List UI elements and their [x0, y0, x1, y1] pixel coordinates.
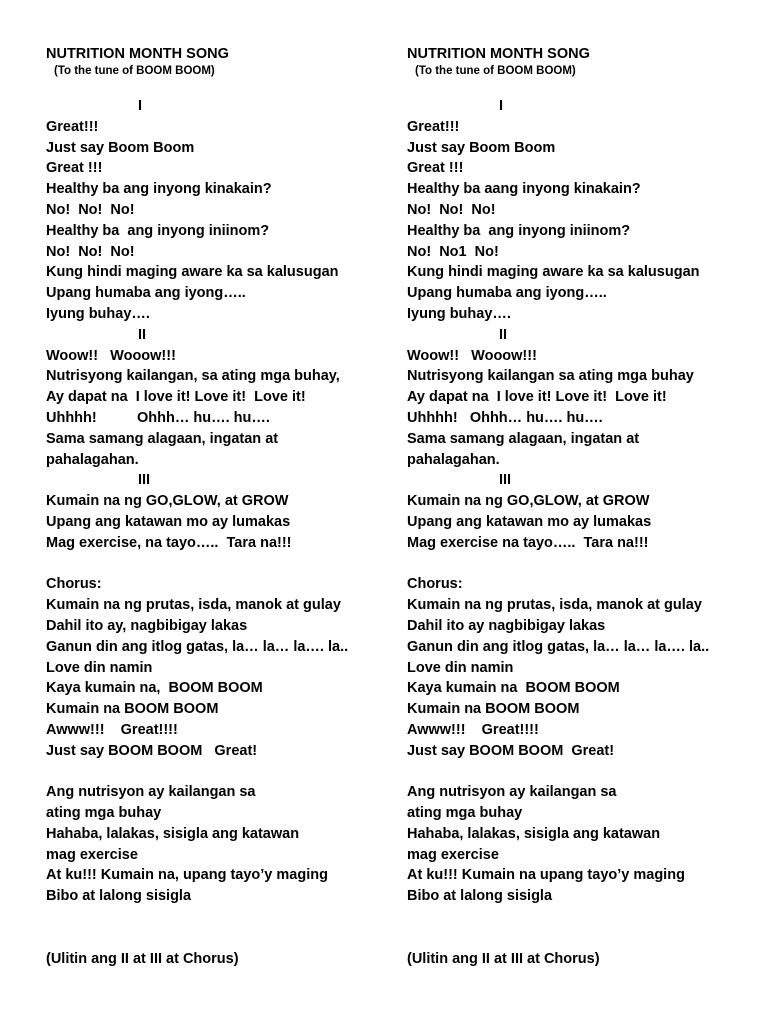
song-subtitle: (To the tune of BOOM BOOM): [415, 65, 576, 77]
lyric-line: Upang humaba ang iyong…..: [46, 285, 246, 302]
lyric-line: Iyung buhay….: [407, 305, 511, 322]
lyric-line: Kaya kumain na BOOM BOOM: [407, 680, 620, 697]
lyric-line: Kung hindi maging aware ka sa kalusugan: [407, 264, 700, 281]
lyric-line: Kumain na ng prutas, isda, manok at gulay: [407, 597, 702, 614]
lyric-line: Great !!!: [46, 160, 103, 177]
lyric-line: Ganun din ang itlog gatas, la… la… la…. la..: [46, 638, 349, 655]
verse-2: [407, 325, 747, 471]
spacer: [46, 762, 386, 783]
lyric-line: Kumain na ng GO,GLOW, at GROW: [407, 493, 650, 510]
lyric-line: Kumain na BOOM BOOM: [407, 701, 580, 718]
lyric-line: Just say Boom Boom: [46, 139, 195, 156]
lyric-line: Ang nutrisyon ay kailangan sa: [407, 784, 617, 801]
lyric-line: Kumain na ng prutas, isda, manok at gulay: [46, 597, 341, 614]
lyric-line: At ku!!! Kumain na, upang tayo’y maging: [46, 867, 328, 884]
lyric-line: Great !!!: [407, 160, 464, 177]
verse-1: [46, 96, 386, 325]
song-title: NUTRITION MONTH SONG: [407, 46, 590, 62]
verse-1: [407, 96, 747, 325]
verse-3-numeral: III: [499, 472, 512, 489]
lyric-line: Dahil ito ay nagbibigay lakas: [407, 617, 606, 634]
lyric-line: Bibo at lalong sisigla: [46, 888, 192, 905]
lyric-line: Awww!!! Great!!!!: [46, 721, 178, 738]
lyric-line: Great!!!: [407, 118, 460, 135]
lyric-line: ating mga buhay: [46, 805, 162, 822]
lyric-line: Healthy ba ang inyong iniinom?: [46, 222, 270, 239]
lyric-line: Kumain na ng GO,GLOW, at GROW: [46, 493, 289, 510]
verse-1-numeral: I: [138, 98, 143, 114]
lyric-line: pahalagahan.: [407, 451, 500, 468]
lyric-line: At ku!!! Kumain na upang tayo’y maging: [407, 867, 685, 884]
spacer: [46, 554, 386, 575]
spacer: [46, 907, 386, 949]
lyric-line: Great!!!: [46, 118, 99, 135]
lyric-line: Healthy ba aang inyong kinakain?: [407, 181, 641, 198]
lyric-line: pahalagahan.: [46, 451, 139, 468]
spacer: [407, 762, 747, 783]
lyric-line: Just say BOOM BOOM Great!: [46, 742, 258, 759]
lyric-line: Nutrisyong kailangan sa ating mga buhay: [407, 368, 694, 385]
lyric-line: Hahaba, lalakas, sisigla ang katawan: [46, 825, 300, 842]
verse-2-numeral: II: [499, 326, 508, 343]
lyric-line: No! No! No!: [407, 201, 496, 218]
lyric-line: Upang humaba ang iyong…..: [407, 285, 607, 302]
verse-3: [46, 470, 386, 553]
lyric-line: No! No! No!: [46, 243, 135, 260]
lyric-line: Ay dapat na I love it! Love it! Love it!: [46, 389, 306, 406]
chorus-label: Chorus:: [46, 576, 102, 593]
lyric-line: Mag exercise na tayo….. Tara na!!!: [407, 534, 649, 551]
lyric-line: Kumain na BOOM BOOM: [46, 701, 219, 718]
lyric-line: mag exercise: [407, 846, 499, 863]
lyric-line: Kung hindi maging aware ka sa kalusugan: [46, 264, 339, 281]
song-column-right: [407, 44, 747, 969]
chorus: [46, 574, 386, 761]
lyric-line: Just say Boom Boom: [407, 139, 556, 156]
repeat-note: (Ulitin ang II at III at Chorus): [46, 950, 239, 967]
lyric-line: Just say BOOM BOOM Great!: [407, 742, 615, 759]
song-subtitle: (To the tune of BOOM BOOM): [54, 65, 215, 77]
lyric-line: Woow!! Wooow!!!: [46, 347, 176, 364]
lyric-line: Ang nutrisyon ay kailangan sa: [46, 784, 256, 801]
outro: [407, 782, 747, 907]
chorus: [407, 574, 747, 761]
verse-2: [46, 325, 386, 471]
verse-1-numeral: I: [499, 98, 504, 114]
lyric-line: No! No! No!: [46, 201, 135, 218]
song-column-left: [46, 44, 386, 969]
spacer: [407, 554, 747, 575]
lyric-line: Dahil ito ay, nagbibigay lakas: [46, 617, 248, 634]
verse-3: [407, 470, 747, 553]
lyric-line: Upang ang katawan mo ay lumakas: [407, 513, 652, 530]
lyric-line: ating mga buhay: [407, 805, 523, 822]
outro: [46, 782, 386, 907]
chorus-label: Chorus:: [407, 576, 463, 593]
lyric-line: Healthy ba ang inyong kinakain?: [46, 181, 272, 198]
spacer: [407, 907, 747, 949]
lyric-line: Bibo at lalong sisigla: [407, 888, 553, 905]
lyric-line: Awww!!! Great!!!!: [407, 721, 539, 738]
verse-3-numeral: III: [138, 472, 151, 489]
lyric-line: Hahaba, lalakas, sisigla ang katawan: [407, 825, 661, 842]
lyric-line: Healthy ba ang inyong iniinom?: [407, 222, 631, 239]
lyric-line: mag exercise: [46, 846, 138, 863]
repeat-note: (Ulitin ang II at III at Chorus): [407, 950, 600, 967]
lyric-line: Nutrisyong kailangan, sa ating mga buhay,: [46, 368, 340, 385]
lyric-line: Iyung buhay….: [46, 305, 150, 322]
lyric-line: Ay dapat na I love it! Love it! Love it!: [407, 389, 667, 406]
lyric-line: Love din namin: [46, 659, 153, 676]
lyric-line: Kaya kumain na, BOOM BOOM: [46, 680, 263, 697]
lyric-line: Love din namin: [407, 659, 514, 676]
lyric-line: Uhhhh! Ohhh… hu…. hu….: [46, 409, 270, 426]
lyric-line: Ganun din ang itlog gatas, la… la… la…. la..: [407, 638, 710, 655]
lyric-line: Woow!! Wooow!!!: [407, 347, 537, 364]
lyric-line: Upang ang katawan mo ay lumakas: [46, 513, 291, 530]
lyric-line: Sama samang alagaan, ingatan at: [407, 430, 640, 447]
verse-2-numeral: II: [138, 326, 147, 343]
lyric-line: Sama samang alagaan, ingatan at: [46, 430, 279, 447]
lyric-line: Mag exercise, na tayo….. Tara na!!!: [46, 534, 292, 551]
lyric-line: Uhhhh! Ohhh… hu…. hu….: [407, 409, 603, 426]
song-title: NUTRITION MONTH SONG: [46, 46, 229, 62]
lyric-line: No! No1 No!: [407, 243, 499, 260]
